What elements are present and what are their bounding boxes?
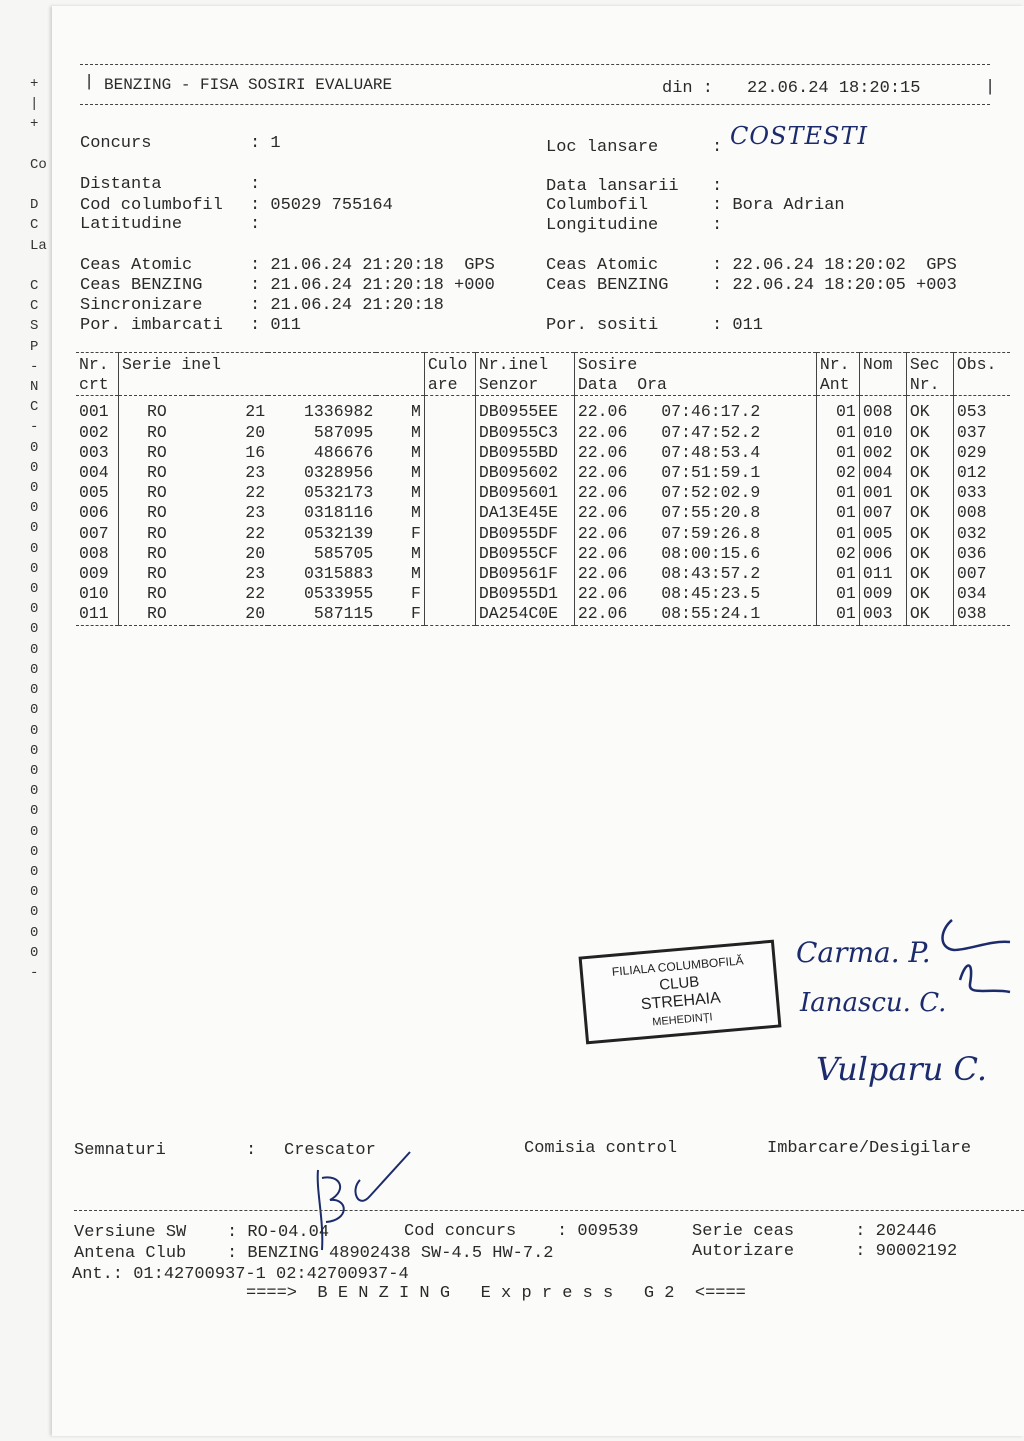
cell-sex: M	[410, 483, 421, 503]
cell-nom: 008	[859, 396, 906, 423]
cell-obs: 034	[953, 584, 1010, 604]
cell-senzor: DB095601	[475, 483, 574, 503]
handwritten-place: COSTESTI	[730, 122, 868, 150]
col-sosire: Sosire	[574, 353, 816, 376]
table-row	[76, 604, 1010, 625]
cell-serie-country: RO	[119, 584, 193, 604]
cell-nr-crt: 001	[79, 402, 109, 422]
cell-sec-nr: OK	[906, 584, 953, 604]
ceas-benzing-right-label: Ceas BENZING	[546, 276, 669, 295]
cell-sosire-ora: 08:00:15.6	[661, 543, 761, 563]
col-serie-inel: Serie inel	[119, 353, 425, 376]
cell-nr-ant: 01	[816, 396, 859, 423]
longitudine-value: :	[712, 216, 723, 235]
cell-sec-nr: OK	[906, 483, 953, 503]
cell-sec-nr: OK	[906, 544, 953, 564]
cell-sosire-ora: 07:46:17.2	[661, 402, 761, 422]
loc-lansare-value: :	[712, 138, 723, 157]
cell-nom: 009	[859, 584, 906, 604]
club-stamp	[579, 940, 782, 1045]
cod-columbofil-value: : 05029 755164	[250, 196, 393, 215]
semnaturi-colon: :	[246, 1141, 257, 1160]
latitudine-value: :	[250, 215, 261, 234]
cell-obs: 036	[953, 544, 1010, 564]
cell-serie-year: 16	[245, 442, 266, 462]
cell-sosire-data: 22.06	[574, 584, 658, 604]
stamp-line-1: FILIALA COLUMBOFILĂ	[611, 953, 745, 979]
header-top-border	[80, 64, 990, 65]
cell-sex: M	[410, 503, 421, 523]
col-nr-crt-sub: crt	[79, 375, 109, 395]
cell-serie-number: 0318116	[304, 503, 374, 523]
stamp-line-4: MEHEDINȚI	[651, 1011, 714, 1029]
cell-nom: 001	[859, 483, 906, 503]
col-nom-sub	[859, 375, 906, 396]
cell-serie-year: 20	[245, 543, 266, 563]
ceas-atomic-label: Ceas Atomic	[80, 256, 193, 275]
col-sosire-sub: Data Ora	[574, 375, 816, 396]
ceas-atomic-right-value: : 22.06.24 18:20:02 GPS	[712, 256, 957, 275]
cell-nr-ant: 01	[816, 584, 859, 604]
cell-obs: 029	[953, 443, 1010, 463]
cell-serie-country: RO	[119, 463, 193, 483]
versiune-sw: Versiune SW : RO-04.04	[74, 1223, 330, 1242]
arrivals-body	[76, 396, 1010, 625]
col-nr-inel-senzor-sub: Senzor	[475, 375, 574, 396]
sincronizare-label: Sincronizare	[80, 296, 203, 315]
cell-nr-crt: 004	[79, 463, 109, 483]
col-nr-ant: Nr.	[816, 353, 859, 376]
cell-nr-ant: 01	[816, 604, 859, 625]
cell-senzor: DB0955EE	[475, 396, 574, 423]
table-row	[76, 483, 1010, 503]
cell-sosire-ora: 07:48:53.4	[661, 442, 761, 462]
table-row	[76, 443, 1010, 463]
col-nr-crt: Nr.	[79, 355, 109, 374]
concurs-label: Concurs	[80, 134, 152, 153]
sositi-value: : 011	[712, 316, 764, 335]
antena-club: Antena Club : BENZING 48902438 SW-4.5 HW-7.2	[74, 1244, 554, 1263]
cell-sex: M	[410, 543, 421, 563]
cell-senzor: DB0955CF	[475, 544, 574, 564]
header-right-bar: |	[985, 78, 996, 97]
cell-senzor: DB0955DF	[475, 524, 574, 544]
distanta-value: :	[250, 175, 261, 194]
header-bottom-border	[80, 104, 990, 105]
cell-nr-ant: 01	[816, 483, 859, 503]
cell-serie-year: 21	[245, 402, 266, 422]
cell-nom: 010	[859, 423, 906, 443]
cell-serie-year: 20	[245, 422, 266, 442]
crescator-label: Crescator	[284, 1141, 376, 1160]
cell-sosire-ora: 07:52:02.9	[661, 483, 761, 503]
cell-serie-year: 22	[245, 584, 266, 604]
table-row	[76, 564, 1010, 584]
imbarcati-value: : 011	[250, 316, 302, 335]
cell-sosire-data: 22.06	[574, 463, 658, 483]
cell-serie-country: RO	[119, 524, 193, 544]
cell-serie-country: RO	[119, 503, 193, 523]
underlying-page-edge: + | + Co D C La C C S P - N C - 0 0 0 0 0 0 0 0 0 0 0 0 0 0 0 0 0 0 0 0 0 0 0 0 0 0 -	[30, 76, 47, 981]
cell-sosire-data: 22.06	[574, 443, 658, 463]
ceas-benzing-label: Ceas BENZING	[80, 276, 203, 295]
data-lansarii-label: Data lansarii	[546, 177, 679, 196]
cell-obs: 037	[953, 423, 1010, 443]
cell-serie-year: 22	[245, 483, 266, 503]
columbofil-value: : Bora Adrian	[712, 196, 845, 215]
cell-nr-ant: 01	[816, 443, 859, 463]
signature-2: Ianascu. C.	[800, 988, 947, 1018]
cell-nom: 011	[859, 564, 906, 584]
ceas-benzing-right-value: : 22.06.24 18:20:05 +003	[712, 276, 957, 295]
cell-serie-year: 23	[245, 564, 266, 584]
cell-culoare	[424, 483, 475, 503]
cell-serie-number: 0532173	[304, 483, 374, 503]
col-obs: Obs.	[953, 353, 1010, 376]
report-title: BENZING - FISA SOSIRI EVALUARE	[104, 76, 393, 94]
cell-sosire-ora: 08:45:23.5	[661, 584, 761, 604]
cell-culoare	[424, 503, 475, 523]
cell-nr-ant: 01	[816, 524, 859, 544]
signature-scribbles	[930, 900, 1024, 1050]
cell-sex: M	[410, 463, 421, 483]
autorizare: Autorizare : 90002192	[692, 1242, 958, 1261]
cell-nr-crt: 009	[79, 564, 109, 584]
cell-sosire-ora: 07:59:26.8	[661, 523, 761, 543]
distanta-label: Distanta	[80, 175, 162, 194]
cell-nom: 005	[859, 524, 906, 544]
table-row	[76, 524, 1010, 544]
cell-nom: 004	[859, 463, 906, 483]
header-left-bar: |	[84, 73, 95, 92]
ceas-atomic-right-label: Ceas Atomic	[546, 256, 659, 275]
cell-culoare	[424, 544, 475, 564]
table-row	[76, 584, 1010, 604]
cell-obs: 053	[953, 396, 1010, 423]
cell-serie-country: RO	[119, 443, 193, 463]
cell-serie-number: 587115	[313, 604, 374, 624]
cell-senzor: DB0955C3	[475, 423, 574, 443]
ceas-benzing-value: : 21.06.24 21:20:18 +000	[250, 276, 495, 295]
table-header-row-2	[76, 375, 1010, 396]
cell-sex: M	[410, 422, 421, 442]
cell-nr-crt: 003	[79, 442, 109, 462]
cell-senzor: DA254C0E	[475, 604, 574, 625]
cell-serie-number: 587095	[313, 422, 374, 442]
cell-serie-number: 0315883	[304, 564, 374, 584]
cell-culoare	[424, 463, 475, 483]
col-serie-inel-sub	[119, 375, 425, 396]
stamp-line-2: CLUB	[658, 973, 700, 994]
cell-serie-year: 23	[245, 463, 266, 483]
cell-culoare	[424, 524, 475, 544]
cell-sec-nr: OK	[906, 463, 953, 483]
cell-nr-crt: 002	[79, 422, 109, 442]
cell-nom: 006	[859, 544, 906, 564]
col-sec-nr-sub: Nr.	[906, 375, 953, 396]
cell-senzor: DB09561F	[475, 564, 574, 584]
antene: Ant.: 01:42700937-1 02:42700937-4	[72, 1265, 409, 1284]
footer-divider	[74, 1210, 1024, 1211]
cell-serie-country: RO	[119, 604, 193, 625]
columbofil-label: Columbofil	[546, 196, 649, 215]
ceas-atomic-value: : 21.06.24 21:20:18 GPS	[250, 256, 495, 275]
cell-nr-ant: 01	[816, 423, 859, 443]
col-culoare-sub: are	[424, 375, 475, 396]
cell-sosire-ora: 08:43:57.2	[661, 564, 761, 584]
cell-nr-crt: 011	[79, 604, 109, 624]
cell-nr-crt: 007	[79, 523, 109, 543]
cell-nr-crt: 006	[79, 503, 109, 523]
table-row	[76, 396, 1010, 423]
cell-culoare	[424, 564, 475, 584]
cell-culoare	[424, 443, 475, 463]
cell-sosire-ora: 07:55:20.8	[661, 503, 761, 523]
cod-concurs: Cod concurs : 009539	[404, 1222, 639, 1241]
cell-senzor: DB0955D1	[475, 584, 574, 604]
cell-sec-nr: OK	[906, 503, 953, 523]
cell-serie-country: RO	[119, 423, 193, 443]
cell-nr-crt: 005	[79, 483, 109, 503]
cell-nom: 002	[859, 443, 906, 463]
cell-senzor: DB0955BD	[475, 443, 574, 463]
cell-sec-nr: OK	[906, 604, 953, 625]
data-lansarii-value: :	[712, 177, 723, 196]
cell-sec-nr: OK	[906, 423, 953, 443]
concurs-value: : 1	[250, 134, 281, 153]
cell-serie-number: 0533955	[304, 584, 374, 604]
col-culoare: Culo	[424, 353, 475, 376]
cell-sosire-ora: 08:55:24.1	[661, 604, 761, 624]
arrivals-table	[76, 352, 1010, 626]
cell-serie-country: RO	[119, 564, 193, 584]
col-nom: Nom	[859, 353, 906, 376]
table-row	[76, 463, 1010, 483]
table-row	[76, 544, 1010, 564]
table-row	[76, 423, 1010, 443]
cell-serie-year: 20	[245, 604, 266, 624]
cell-sosire-data: 22.06	[574, 544, 658, 564]
col-obs-sub	[953, 375, 1010, 396]
col-nr-ant-sub: Ant	[816, 375, 859, 396]
cell-nr-ant: 02	[816, 463, 859, 483]
cell-sosire-data: 22.06	[574, 396, 658, 423]
cell-sec-nr: OK	[906, 443, 953, 463]
col-nr-inel-senzor: Nr.inel	[475, 353, 574, 376]
stamp-line-3: STREHAIA	[640, 989, 722, 1014]
table-header-row	[76, 353, 1010, 376]
cell-serie-number: 585705	[313, 543, 374, 563]
cell-nr-ant: 01	[816, 564, 859, 584]
benzing-express-banner: ====> B E N Z I N G E x p r e s s G 2 <====	[246, 1284, 746, 1303]
cell-senzor: DA13E45E	[475, 503, 574, 523]
cell-sex: M	[410, 402, 421, 422]
cell-obs: 008	[953, 503, 1010, 523]
cell-sex: F	[410, 604, 421, 624]
sincronizare-value: : 21.06.24 21:20:18	[250, 296, 444, 315]
cell-sec-nr: OK	[906, 396, 953, 423]
cell-obs: 038	[953, 604, 1010, 625]
cell-serie-number: 486676	[313, 442, 374, 462]
cell-sex: F	[410, 584, 421, 604]
longitudine-label: Longitudine	[546, 216, 659, 235]
cell-serie-number: 0532139	[304, 523, 374, 543]
report-date-label: din :	[662, 79, 714, 98]
semnaturi-label: Semnaturi	[74, 1141, 166, 1160]
cell-culoare	[424, 604, 475, 625]
cell-sec-nr: OK	[906, 564, 953, 584]
cell-nr-ant: 01	[816, 503, 859, 523]
cell-nom: 007	[859, 503, 906, 523]
cell-sec-nr: OK	[906, 524, 953, 544]
cell-obs: 007	[953, 564, 1010, 584]
cell-sosire-data: 22.06	[574, 423, 658, 443]
cell-culoare	[424, 396, 475, 423]
latitudine-label: Latitudine	[80, 215, 183, 234]
comisia-label: Comisia control	[524, 1139, 678, 1158]
cell-serie-country: RO	[119, 544, 193, 564]
cell-sosire-data: 22.06	[574, 604, 658, 625]
sositi-label: Por. sositi	[546, 316, 659, 335]
loc-lansare-label: Loc lansare	[546, 138, 659, 157]
cell-culoare	[424, 584, 475, 604]
imbarcati-label: Por. imbarcati	[80, 316, 223, 335]
cell-obs: 033	[953, 483, 1010, 503]
cell-sosire-ora: 07:47:52.2	[661, 422, 761, 442]
cell-obs: 032	[953, 524, 1010, 544]
cell-nr-crt: 008	[79, 543, 109, 563]
cell-serie-country: RO	[119, 483, 193, 503]
cell-nr-ant: 02	[816, 544, 859, 564]
cell-nr-crt: 010	[79, 584, 109, 604]
cell-sex: M	[410, 564, 421, 584]
cell-sosire-data: 22.06	[574, 564, 658, 584]
cell-sex: M	[410, 442, 421, 462]
signature-1: Carma. P.	[796, 936, 931, 969]
signature-3: Vulparu C.	[816, 1050, 988, 1088]
cell-serie-year: 22	[245, 523, 266, 543]
cell-serie-country: RO	[119, 396, 193, 423]
report-date: 22.06.24 18:20:15	[747, 79, 921, 98]
cell-obs: 012	[953, 463, 1010, 483]
cell-sosire-ora: 07:51:59.1	[661, 463, 761, 483]
cell-culoare	[424, 423, 475, 443]
cell-serie-number: 1336982	[304, 402, 374, 422]
cell-serie-number: 0328956	[304, 463, 374, 483]
col-sec-nr: Sec	[906, 353, 953, 376]
serie-ceas: Serie ceas : 202446	[692, 1222, 937, 1241]
cell-sosire-data: 22.06	[574, 483, 658, 503]
imbarcare-label: Imbarcare/Desigilare	[767, 1139, 972, 1158]
cell-nom: 003	[859, 604, 906, 625]
cod-columbofil-label: Cod columbofil	[80, 196, 223, 215]
cell-serie-year: 23	[245, 503, 266, 523]
cell-senzor: DB095602	[475, 463, 574, 483]
cell-sosire-data: 22.06	[574, 503, 658, 523]
cell-sex: F	[410, 523, 421, 543]
cell-sosire-data: 22.06	[574, 524, 658, 544]
table-row	[76, 503, 1010, 523]
